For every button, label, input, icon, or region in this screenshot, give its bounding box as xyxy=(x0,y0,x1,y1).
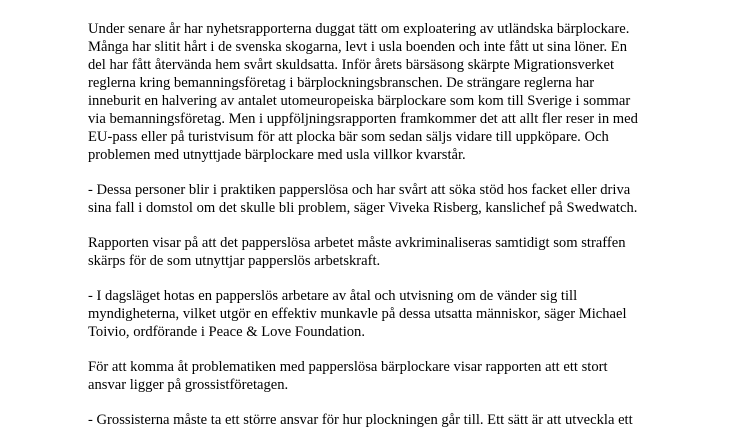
paragraph-quote-wholesalers: - Grossisterna måste ta ett större ansvar för hur plockningen går till. Ett sätt är att utveckla ett xyxy=(88,412,633,428)
paragraph-report-findings: Rapporten visar på att det papperslösa arbetet måste avkriminaliseras samtidigt som straffen skärps för de som utnyttjar papperslös arbetskraft. xyxy=(88,235,626,269)
paragraph-quote-risberg: - Dessa personer blir i praktiken papperslösa och har svårt att söka stöd hos facket eller driva sina fall i domstol om det skulle bli problem, säger Viveka Risberg, kanslichef på Swedwatch. xyxy=(88,182,638,216)
paragraph-intro: Under senare år har nyhetsrapporterna duggat tätt om exploatering av utländska bärplockare. Många har slitit hårt i de svenska skogarna, levt i usla boenden och inte fått ut sina löner. En del har fått återvända hem svårt skuldsatta. Inför årets bärsäsong skärpte Migrationsverket reglerna kring bemanningsföretag i bärplockningsbranschen. De strängare reglerna har inneburit en halvering av antalet utomeuropeiska bärplockare som kom till Sverige i sommar via bemanningsföretag. Men i uppföljningsrapporten framkommer det att allt fler reser in med EU-pass eller på turistvisum för att plocka bär som sedan säljs vidare till uppköpare. Och problemen med utnyttjade bärplockare med usla villkor kvarstår. xyxy=(88,21,638,163)
paragraph-quote-toivio: - I dagsläget hotas en papperslös arbetare av åtal och utvisning om de vänder sig till myndigheterna, vilket utgör en effektiv munkavle på dessa utsatta människor, säger Michael Toivio, ordförande i Peace & Love Foundation. xyxy=(88,288,627,340)
paragraph-wholesalers: För att komma åt problematiken med papperslösa bärplockare visar rapporten att ett stort ansvar ligger på grossistföretagen. xyxy=(88,359,608,393)
document-body xyxy=(88,20,728,446)
